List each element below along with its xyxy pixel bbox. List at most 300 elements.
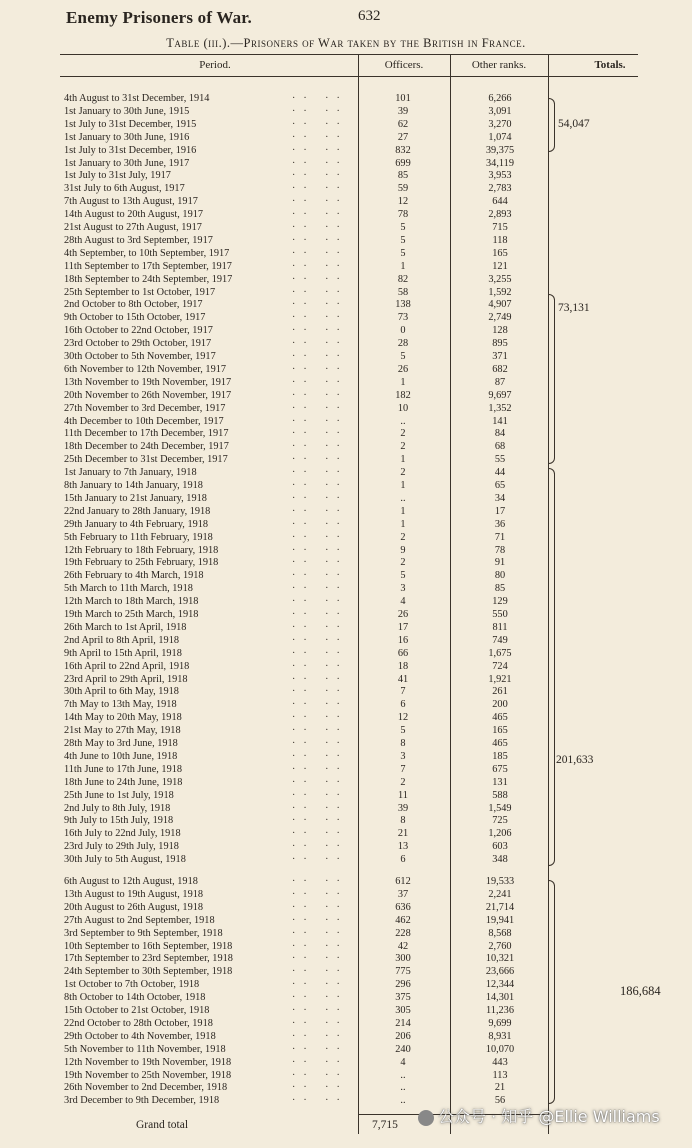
period-cell: 4th December to 10th December, 1917 <box>64 415 224 427</box>
officers-cell: 11 <box>398 789 408 801</box>
table-row <box>0 1070 692 1083</box>
leader-dots: ·· ·· <box>292 901 348 913</box>
other-ranks-cell: 165 <box>492 247 508 259</box>
column-header-other-ranks: Other ranks. <box>471 59 527 71</box>
table-row <box>0 235 692 248</box>
other-ranks-cell: 131 <box>492 776 508 788</box>
table-row <box>0 377 692 390</box>
leader-dots: ·· ·· <box>292 725 348 737</box>
officers-cell: 3 <box>400 750 406 762</box>
other-ranks-cell: 1,675 <box>488 647 512 659</box>
leader-dots: ·· ·· <box>292 1056 348 1068</box>
leader-dots: ·· ·· <box>292 286 348 298</box>
officers-cell: 62 <box>397 118 409 130</box>
other-ranks-cell: 1,921 <box>488 673 512 685</box>
officers-cell: 5 <box>400 725 406 737</box>
table-row <box>0 1082 692 1095</box>
officers-cell: 182 <box>395 389 411 401</box>
period-cell: 26th March to 1st April, 1918 <box>64 621 187 633</box>
leader-dots: ·· ·· <box>292 480 348 491</box>
officers-cell: 7 <box>400 763 406 775</box>
officers-cell: 13 <box>397 841 409 853</box>
other-ranks-cell: 811 <box>492 621 508 633</box>
header-rule-top <box>60 54 638 55</box>
leader-dots: ·· ·· <box>292 854 348 866</box>
period-cell: 27th November to 3rd December, 1917 <box>64 402 226 414</box>
officers-cell: 12 <box>397 196 409 208</box>
table-row <box>0 519 692 532</box>
grand-total-label: Grand total <box>136 1119 189 1131</box>
leader-dots: ·· ·· <box>292 1017 348 1029</box>
period-cell: 9th April to 15th April, 1918 <box>64 647 182 659</box>
total-group-1: 54,047 <box>558 118 590 130</box>
officers-cell: 2 <box>400 467 406 479</box>
other-ranks-cell: 644 <box>492 196 508 208</box>
other-ranks-cell: 19,941 <box>485 914 515 926</box>
other-ranks-cell: 2,893 <box>488 209 512 221</box>
officers-cell: 5 <box>400 247 406 259</box>
officers-cell: 2 <box>400 557 406 569</box>
table-row <box>0 287 692 300</box>
period-cell: 30th July to 5th August, 1918 <box>64 854 186 866</box>
other-ranks-cell: 675 <box>492 763 508 775</box>
leader-dots: ·· ·· <box>292 673 348 685</box>
table-row <box>0 390 692 403</box>
other-ranks-cell: 84 <box>494 428 506 440</box>
period-cell: 27th August to 2nd September, 1918 <box>64 914 215 926</box>
period-cell: 30th October to 5th November, 1917 <box>64 351 216 362</box>
table-row <box>0 596 692 609</box>
other-ranks-cell: 1,352 <box>488 402 512 414</box>
other-ranks-cell: 128 <box>492 325 508 337</box>
leader-dots: ·· ·· <box>292 415 348 427</box>
period-cell: 9th July to 15th July, 1918 <box>64 815 174 827</box>
leader-dots: ·· ·· <box>292 118 348 130</box>
period-cell: 14th May to 20th May, 1918 <box>64 712 182 724</box>
period-cell: 15th October to 21st October, 1918 <box>64 1005 210 1016</box>
period-cell: 1st July to 31st July, 1917 <box>64 170 171 182</box>
officers-cell: 2 <box>400 531 406 543</box>
running-title: Enemy Prisoners of War. <box>66 8 252 27</box>
leader-dots: ·· ·· <box>292 428 348 440</box>
other-ranks-cell: 1,592 <box>488 286 512 298</box>
total-group-3: 201,633 <box>556 754 594 766</box>
table-row <box>0 403 692 416</box>
officers-cell: 12 <box>397 712 409 724</box>
table-row <box>0 441 692 454</box>
officers-cell: 5 <box>400 351 406 362</box>
leader-dots: ·· ·· <box>292 105 348 117</box>
table-row <box>0 364 692 377</box>
leader-dots: ·· ·· <box>292 712 348 724</box>
table-row <box>0 803 692 816</box>
leader-dots: ·· ·· <box>292 841 348 853</box>
other-ranks-cell: 121 <box>492 260 508 272</box>
leader-dots: ·· ·· <box>292 609 348 620</box>
other-ranks-cell: 17 <box>494 505 506 517</box>
officers-cell: 2 <box>400 776 406 788</box>
period-cell: 28th August to 3rd September, 1917 <box>64 234 213 246</box>
table-row <box>0 351 692 364</box>
officers-cell: 7 <box>400 686 406 698</box>
other-ranks-cell: 200 <box>492 699 508 711</box>
period-cell: 9th October to 15th October, 1917 <box>64 312 206 324</box>
leader-dots: ·· ·· <box>292 209 348 221</box>
period-cell: 21st May to 27th May, 1918 <box>64 725 181 737</box>
officers-cell: .. <box>400 415 406 427</box>
period-cell: 5th February to 11th February, 1918 <box>64 531 213 543</box>
other-ranks-cell: 36 <box>494 518 506 530</box>
other-ranks-cell: 85 <box>494 583 506 595</box>
leader-dots: ·· ·· <box>292 953 348 965</box>
other-ranks-cell: 550 <box>492 609 508 620</box>
period-cell: 21st August to 27th August, 1917 <box>64 222 202 233</box>
period-cell: 31st July to 6th August, 1917 <box>64 183 185 195</box>
column-header-totals: Totals. <box>594 59 626 71</box>
bracket-group-4 <box>548 880 555 1104</box>
officers-cell: .. <box>400 1082 406 1094</box>
officers-cell: .. <box>400 492 406 504</box>
other-ranks-cell: 68 <box>494 441 506 453</box>
other-ranks-cell: 185 <box>492 750 508 762</box>
leader-dots: ·· ·· <box>292 776 348 788</box>
officers-cell: .. <box>400 1095 406 1107</box>
officers-cell: 16 <box>397 634 409 646</box>
other-ranks-cell: 724 <box>492 660 508 672</box>
table-row <box>0 902 692 915</box>
other-ranks-cell: 443 <box>492 1056 508 1068</box>
period-cell: 18th June to 24th June, 1918 <box>64 776 183 788</box>
period-cell: 8th October to 14th October, 1918 <box>64 992 206 1004</box>
officers-cell: 5 <box>400 570 406 582</box>
leader-dots: ·· ·· <box>292 196 348 208</box>
period-cell: 5th November to 11th November, 1918 <box>64 1043 226 1055</box>
period-cell: 16th April to 22nd April, 1918 <box>64 660 190 672</box>
period-cell: 1st January to 7th January, 1918 <box>64 467 197 479</box>
bracket-group-1 <box>548 98 555 152</box>
leader-dots: ·· ·· <box>292 596 348 608</box>
table-row <box>0 338 692 351</box>
period-cell: 17th September to 23rd September, 1918 <box>64 953 233 965</box>
leader-dots: ·· ·· <box>292 389 348 401</box>
other-ranks-cell: 65 <box>494 480 506 491</box>
table-row <box>0 966 692 979</box>
table-row <box>0 1018 692 1031</box>
leader-dots: ·· ·· <box>292 570 348 582</box>
table-row <box>0 686 692 699</box>
other-ranks-cell: 9,697 <box>488 389 512 401</box>
table-row <box>0 725 692 738</box>
leader-dots: ·· ·· <box>292 876 348 887</box>
other-ranks-cell: 23,666 <box>485 966 515 978</box>
column-header-officers: Officers. <box>384 59 424 71</box>
other-ranks-cell: 165 <box>492 725 508 737</box>
other-ranks-cell: 2,241 <box>488 888 512 900</box>
leader-dots: ·· ·· <box>292 247 348 259</box>
period-cell: 5th March to 11th March, 1918 <box>64 583 193 595</box>
officers-cell: 26 <box>397 609 409 620</box>
other-ranks-cell: 8,931 <box>488 1030 512 1042</box>
other-ranks-cell: 588 <box>492 789 508 801</box>
other-ranks-cell: 21 <box>494 1082 506 1094</box>
period-cell: 14th August to 20th August, 1917 <box>64 209 204 221</box>
period-cell: 1st January to 30th June, 1915 <box>64 105 190 117</box>
other-ranks-cell: 9,699 <box>488 1017 512 1029</box>
officers-cell: 42 <box>397 940 409 952</box>
table-row <box>0 648 692 661</box>
other-ranks-cell: 39,375 <box>485 144 515 156</box>
leader-dots: ·· ·· <box>292 750 348 762</box>
period-cell: 19th February to 25th February, 1918 <box>64 557 219 569</box>
table-row <box>0 312 692 325</box>
leader-dots: ·· ·· <box>292 888 348 900</box>
leader-dots: ·· ·· <box>292 686 348 698</box>
officers-cell: 699 <box>395 157 411 169</box>
period-cell: 7th May to 13th May, 1918 <box>64 699 177 711</box>
table-row <box>0 196 692 209</box>
leader-dots: ·· ·· <box>292 351 348 362</box>
officers-cell: 1 <box>400 518 406 530</box>
period-cell: 12th November to 19th November, 1918 <box>64 1056 232 1068</box>
other-ranks-cell: 56 <box>494 1095 506 1107</box>
table-row <box>0 183 692 196</box>
officers-cell: 82 <box>397 273 409 285</box>
leader-dots: ·· ·· <box>292 1069 348 1081</box>
table-row <box>0 915 692 928</box>
period-cell: 20th November to 26th November, 1917 <box>64 389 232 401</box>
bracket-group-2 <box>548 294 555 464</box>
period-cell: 7th August to 13th August, 1917 <box>64 196 198 208</box>
leader-dots: ·· ·· <box>292 518 348 530</box>
leader-dots: ·· ·· <box>292 979 348 991</box>
leader-dots: ·· ·· <box>292 699 348 711</box>
period-cell: 19th March to 25th March, 1918 <box>64 609 199 620</box>
table-row <box>0 622 692 635</box>
other-ranks-cell: 129 <box>492 596 508 608</box>
table-row <box>0 953 692 966</box>
table-row <box>0 506 692 519</box>
period-cell: 22nd October to 28th October, 1918 <box>64 1017 213 1029</box>
table-row <box>0 583 692 596</box>
other-ranks-cell: 3,255 <box>488 273 512 285</box>
leader-dots: ·· ·· <box>292 927 348 939</box>
period-cell: 11th September to 17th September, 1917 <box>64 260 232 272</box>
other-ranks-cell: 78 <box>494 544 506 556</box>
officers-cell: 305 <box>395 1005 411 1016</box>
other-ranks-cell: 1,206 <box>488 828 512 840</box>
leader-dots: ·· ·· <box>292 815 348 827</box>
table-row <box>0 532 692 545</box>
officers-cell: 1 <box>400 454 406 466</box>
other-ranks-cell: 749 <box>492 634 508 646</box>
leader-dots: ·· ·· <box>292 170 348 182</box>
table-row <box>0 209 692 222</box>
leader-dots: ·· ·· <box>292 441 348 453</box>
table-row <box>0 248 692 261</box>
officers-cell: 1 <box>400 480 406 491</box>
table-row <box>0 493 692 506</box>
leader-dots: ·· ·· <box>292 738 348 749</box>
bracket-group-3 <box>548 468 555 866</box>
wechat-icon <box>418 1110 434 1126</box>
other-ranks-cell: 44 <box>494 467 506 479</box>
table-title: Table (iii.).—Prisoners of War taken by the British in France. <box>166 36 526 50</box>
other-ranks-cell: 603 <box>492 841 508 853</box>
period-cell: 11th December to 17th December, 1917 <box>64 428 229 440</box>
officers-cell: 59 <box>397 183 409 195</box>
leader-dots: ·· ·· <box>292 273 348 285</box>
other-ranks-cell: 3,091 <box>488 105 512 117</box>
other-ranks-cell: 371 <box>492 351 508 362</box>
officers-cell: 73 <box>397 312 409 324</box>
other-ranks-cell: 118 <box>492 234 508 246</box>
period-cell: 10th September to 16th September, 1918 <box>64 940 233 952</box>
period-cell: 3rd December to 9th December, 1918 <box>64 1095 220 1107</box>
column-header-period: Period. <box>199 59 231 71</box>
officers-cell: 138 <box>395 299 411 311</box>
leader-dots: ·· ·· <box>292 376 348 388</box>
leader-dots: ·· ·· <box>292 966 348 978</box>
leader-dots: ·· ·· <box>292 992 348 1004</box>
table-row <box>0 467 692 480</box>
table-row <box>0 1057 692 1070</box>
officers-cell: 28 <box>397 338 409 350</box>
other-ranks-cell: 11,236 <box>486 1005 514 1016</box>
leader-dots: ·· ·· <box>292 531 348 543</box>
table-row <box>0 712 692 725</box>
officers-cell: 296 <box>395 979 411 991</box>
period-cell: 25th June to 1st July, 1918 <box>64 789 174 801</box>
officers-cell: .. <box>400 1069 406 1081</box>
leader-dots: ·· ·· <box>292 454 348 466</box>
period-cell: 1st July to 31st December, 1916 <box>64 144 197 156</box>
other-ranks-cell: 3,270 <box>488 118 512 130</box>
table-row <box>0 828 692 841</box>
leader-dots: ·· ·· <box>292 144 348 156</box>
period-cell: 26th November to 2nd December, 1918 <box>64 1082 228 1094</box>
other-ranks-cell: 348 <box>492 854 508 866</box>
leader-dots: ·· ·· <box>292 363 348 375</box>
table-row <box>0 132 692 145</box>
table-row <box>0 274 692 287</box>
period-cell: 4th June to 10th June, 1918 <box>64 750 178 762</box>
table-row <box>0 738 692 751</box>
leader-dots: ·· ·· <box>292 260 348 272</box>
period-cell: 29th January to 4th February, 1918 <box>64 518 209 530</box>
other-ranks-cell: 2,760 <box>488 940 512 952</box>
officers-cell: 5 <box>400 234 406 246</box>
table-row <box>0 222 692 235</box>
period-cell: 30th April to 6th May, 1918 <box>64 686 179 698</box>
officers-cell: 17 <box>397 621 409 633</box>
officers-cell: 8 <box>400 815 406 827</box>
other-ranks-cell: 1,074 <box>488 131 512 143</box>
officers-cell: 58 <box>397 286 409 298</box>
officers-cell: 206 <box>395 1030 411 1042</box>
period-cell: 13th November to 19th November, 1917 <box>64 376 232 388</box>
period-cell: 25th September to 1st October, 1917 <box>64 286 216 298</box>
table-row <box>0 557 692 570</box>
period-cell: 16th October to 22nd October, 1917 <box>64 325 213 337</box>
officers-cell: 21 <box>397 828 409 840</box>
other-ranks-cell: 87 <box>494 376 506 388</box>
table-row <box>0 674 692 687</box>
other-ranks-cell: 80 <box>494 570 506 582</box>
period-cell: 24th September to 30th September, 1918 <box>64 966 233 978</box>
period-cell: 26th February to 4th March, 1918 <box>64 570 204 582</box>
period-cell: 20th August to 26th August, 1918 <box>64 901 204 913</box>
total-group-4: 186,684 <box>620 984 661 998</box>
officers-cell: 41 <box>397 673 409 685</box>
leader-dots: ·· ·· <box>292 299 348 311</box>
officers-cell: 78 <box>397 209 409 221</box>
table-row <box>0 158 692 171</box>
period-cell: 2nd October to 8th October, 1917 <box>64 299 203 311</box>
table-row <box>0 979 692 992</box>
officers-cell: 10 <box>397 402 409 414</box>
table-row <box>0 1005 692 1018</box>
other-ranks-cell: 34 <box>494 492 506 504</box>
period-cell: 16th July to 22nd July, 1918 <box>64 828 181 840</box>
watermark <box>418 1104 660 1127</box>
officers-cell: 462 <box>395 914 411 926</box>
other-ranks-cell: 465 <box>492 738 508 749</box>
other-ranks-cell: 725 <box>492 815 508 827</box>
officers-cell: 101 <box>395 93 411 104</box>
other-ranks-cell: 4,907 <box>488 299 512 311</box>
period-cell: 23rd April to 29th April, 1918 <box>64 673 188 685</box>
officers-cell: 27 <box>397 131 409 143</box>
table-row <box>0 777 692 790</box>
table-row <box>0 325 692 338</box>
period-cell: 1st January to 30th June, 1917 <box>64 157 190 169</box>
table-row <box>0 416 692 429</box>
officers-cell: 1 <box>400 505 406 517</box>
table-row <box>0 609 692 622</box>
period-cell: 25th December to 31st December, 1917 <box>64 454 228 466</box>
other-ranks-cell: 55 <box>494 454 506 466</box>
other-ranks-cell: 465 <box>492 712 508 724</box>
leader-dots: ·· ·· <box>292 183 348 195</box>
other-ranks-cell: 261 <box>492 686 508 698</box>
officers-cell: 85 <box>397 170 409 182</box>
period-cell: 3rd September to 9th September, 1918 <box>64 927 223 939</box>
table-row <box>0 570 692 583</box>
leader-dots: ·· ·· <box>292 402 348 414</box>
period-cell: 15th January to 21st January, 1918 <box>64 492 207 504</box>
leader-dots: ·· ·· <box>292 492 348 504</box>
officers-cell: 375 <box>395 992 411 1004</box>
page-number: 632 <box>358 8 381 24</box>
table-row <box>0 145 692 158</box>
other-ranks-cell: 1,549 <box>488 802 512 814</box>
header-rule-bottom <box>60 76 638 77</box>
grand-total-officers: 7,715 <box>372 1119 398 1131</box>
leader-dots: ·· ·· <box>292 505 348 517</box>
officers-cell: 240 <box>395 1043 411 1055</box>
leader-dots: ·· ·· <box>292 621 348 633</box>
period-cell: 23rd October to 29th October, 1917 <box>64 338 212 350</box>
table-row <box>0 480 692 493</box>
officers-cell: 18 <box>397 660 409 672</box>
leader-dots: ·· ·· <box>292 583 348 595</box>
other-ranks-cell: 141 <box>492 415 508 427</box>
table-row <box>0 889 692 902</box>
officers-cell: 6 <box>400 699 406 711</box>
period-cell: 12th February to 18th February, 1918 <box>64 544 219 556</box>
table-row <box>0 992 692 1005</box>
table-row <box>0 106 692 119</box>
